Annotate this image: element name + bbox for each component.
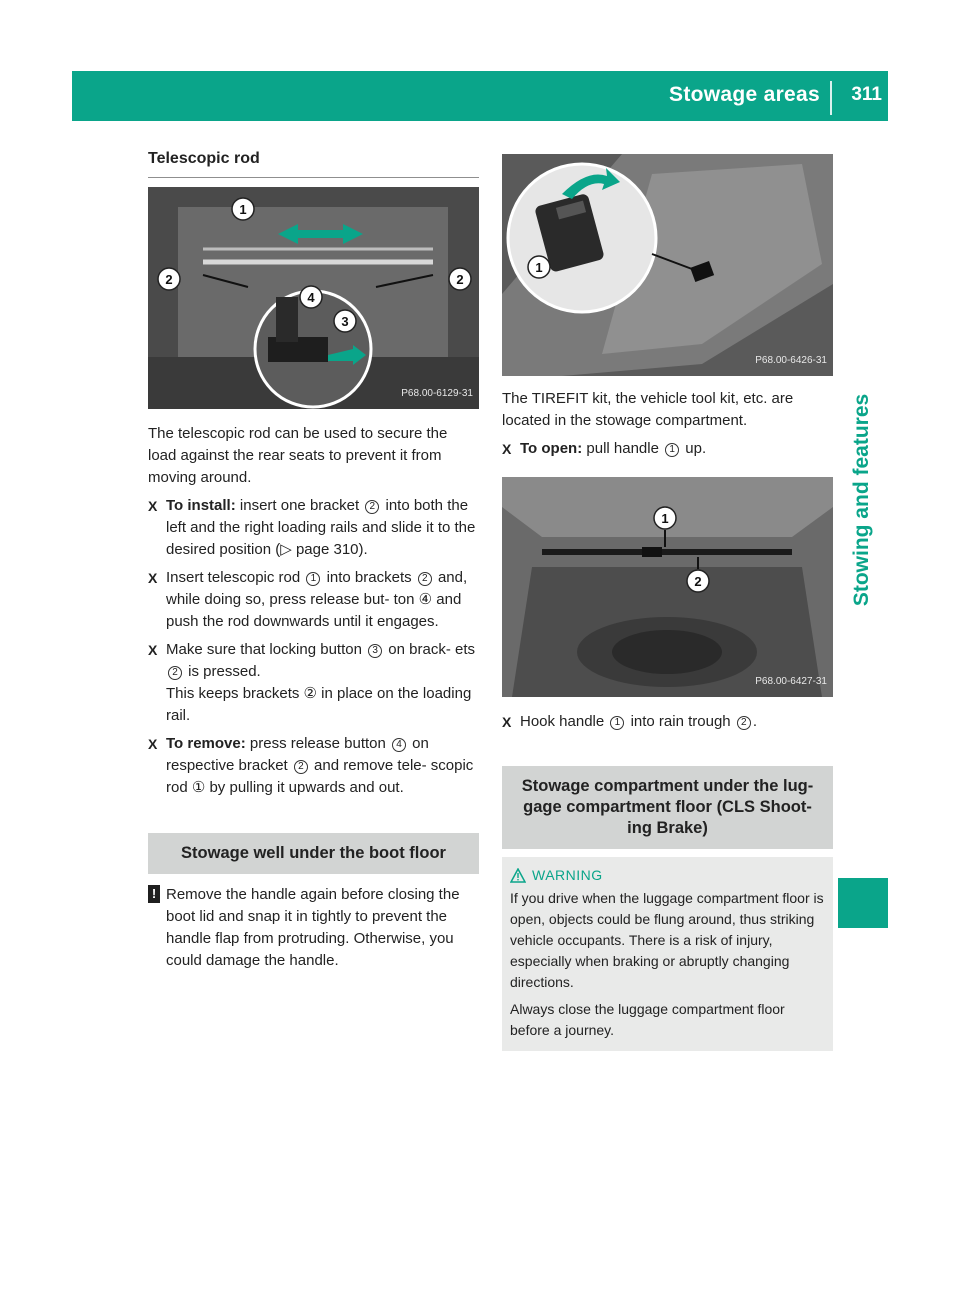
svg-text:1: 1 <box>535 260 543 275</box>
right-column <box>502 154 833 1051</box>
section-luggage-floor: Stowage compartment under the lug‑ gage compartment floor (CLS Shoot‑ ing Brake) <box>502 766 833 849</box>
telescopic-rod-illustration <box>148 187 479 409</box>
callout-ref: 1 <box>306 572 320 586</box>
callout-ref: 2 <box>737 716 751 730</box>
svg-text:2: 2 <box>456 272 464 287</box>
step-marker-icon: X <box>148 736 158 752</box>
header-bar <box>72 71 888 121</box>
chapter-tab-label: Stowing and features <box>850 393 874 607</box>
callout-ref: 2 <box>365 500 379 514</box>
note-boot-floor: ! Remove the handle again before closing the boot lid and snap it in tightly to prevent the handle flap from protruding. Otherwise, you could damage the handle. <box>148 884 479 972</box>
callout-ref: 1 <box>665 443 679 457</box>
header-divider <box>830 81 832 115</box>
step-marker-icon: X <box>502 714 512 730</box>
callout-ref: 4 <box>392 738 406 752</box>
step-marker-icon: X <box>148 498 158 514</box>
callout-ref: 2 <box>418 572 432 586</box>
svg-text:1: 1 <box>239 202 247 217</box>
callout-ref: 3 <box>368 644 382 658</box>
step-marker-icon: X <box>148 642 158 658</box>
warning-heading <box>510 865 825 886</box>
svg-text:2: 2 <box>165 272 173 287</box>
step-remove: X To remove: press release button 4 on respective bracket 2 and remove tele‑ scopic rod ① by pulling it upwards and out. <box>148 735 474 796</box>
step-marker-icon: X <box>148 570 158 586</box>
step-result: This keeps brackets ② in place on the loading rail. <box>166 685 472 724</box>
heading-telescopic-rod: Telescopic rod <box>148 148 479 178</box>
caution-icon: ! <box>148 885 160 903</box>
svg-text:2: 2 <box>694 574 702 589</box>
step-open: X To open: pull handle 1 up. <box>502 438 833 460</box>
warning-box <box>502 857 833 1051</box>
svg-text:4: 4 <box>307 290 315 305</box>
page-reference-link[interactable]: ▷ page 310). <box>280 541 368 558</box>
warning-instruction: Always close the luggage compartment floor before a journey. <box>510 1001 785 1038</box>
callout-ref: 2 <box>294 760 308 774</box>
step-install: X To install: insert one bracket 2 into both the left and the right loading rails and slide it to the desired position (▷ page 310). <box>148 497 476 558</box>
left-column <box>148 148 479 972</box>
figure-code: P68.00-6427-31 <box>755 676 827 687</box>
chapter-marker <box>838 878 888 928</box>
telescopic-rod-figure <box>148 187 479 409</box>
figure-code: P68.00-6129-31 <box>401 388 473 399</box>
svg-text:3: 3 <box>341 314 349 329</box>
callout-ref: 1 <box>610 716 624 730</box>
warning-text: If you drive when the luggage compartment floor is open, objects could be flung around, thus striking vehicle occupants. There is a risk of injury, especially when braking or abruptly changing directions. <box>510 890 824 990</box>
step-check-locking: X Make sure that locking button 3 on brack‑ ets 2 is pressed. This keeps brackets ② in place on the loading rail. <box>148 641 475 724</box>
intro-paragraph: The telescopic rod can be used to secure the load against the rear seats to prevent it from moving around. <box>148 425 448 486</box>
step-marker-icon: X <box>502 441 512 457</box>
stowage-handle-figure <box>502 154 833 376</box>
step-hook-handle: X Hook handle 1 into rain trough 2 . <box>502 711 833 733</box>
section-title: Stowage areas <box>669 83 820 106</box>
figure-code: P68.00-6426-31 <box>755 355 827 366</box>
callout-ref: 2 <box>168 666 182 680</box>
stowage-handle-illustration <box>502 154 833 376</box>
rain-trough-illustration <box>502 477 833 697</box>
page-number: 311 <box>851 84 882 105</box>
warning-label: WARNING <box>532 867 603 883</box>
svg-text:1: 1 <box>661 511 669 526</box>
section-boot-floor: Stowage well under the boot floor <box>148 833 479 874</box>
chapter-tab <box>838 380 886 620</box>
stowage-paragraph: The TIREFIT kit, the vehicle tool kit, etc. are located in the stowage compartment. <box>502 390 794 429</box>
step-insert-rod: X Insert telescopic rod 1 into brackets 2 and, while doing so, press release but‑ ton ④ and push the rod downwards until it engages. <box>148 569 468 630</box>
warning-triangle-icon <box>510 868 526 883</box>
rain-trough-figure <box>502 477 833 697</box>
